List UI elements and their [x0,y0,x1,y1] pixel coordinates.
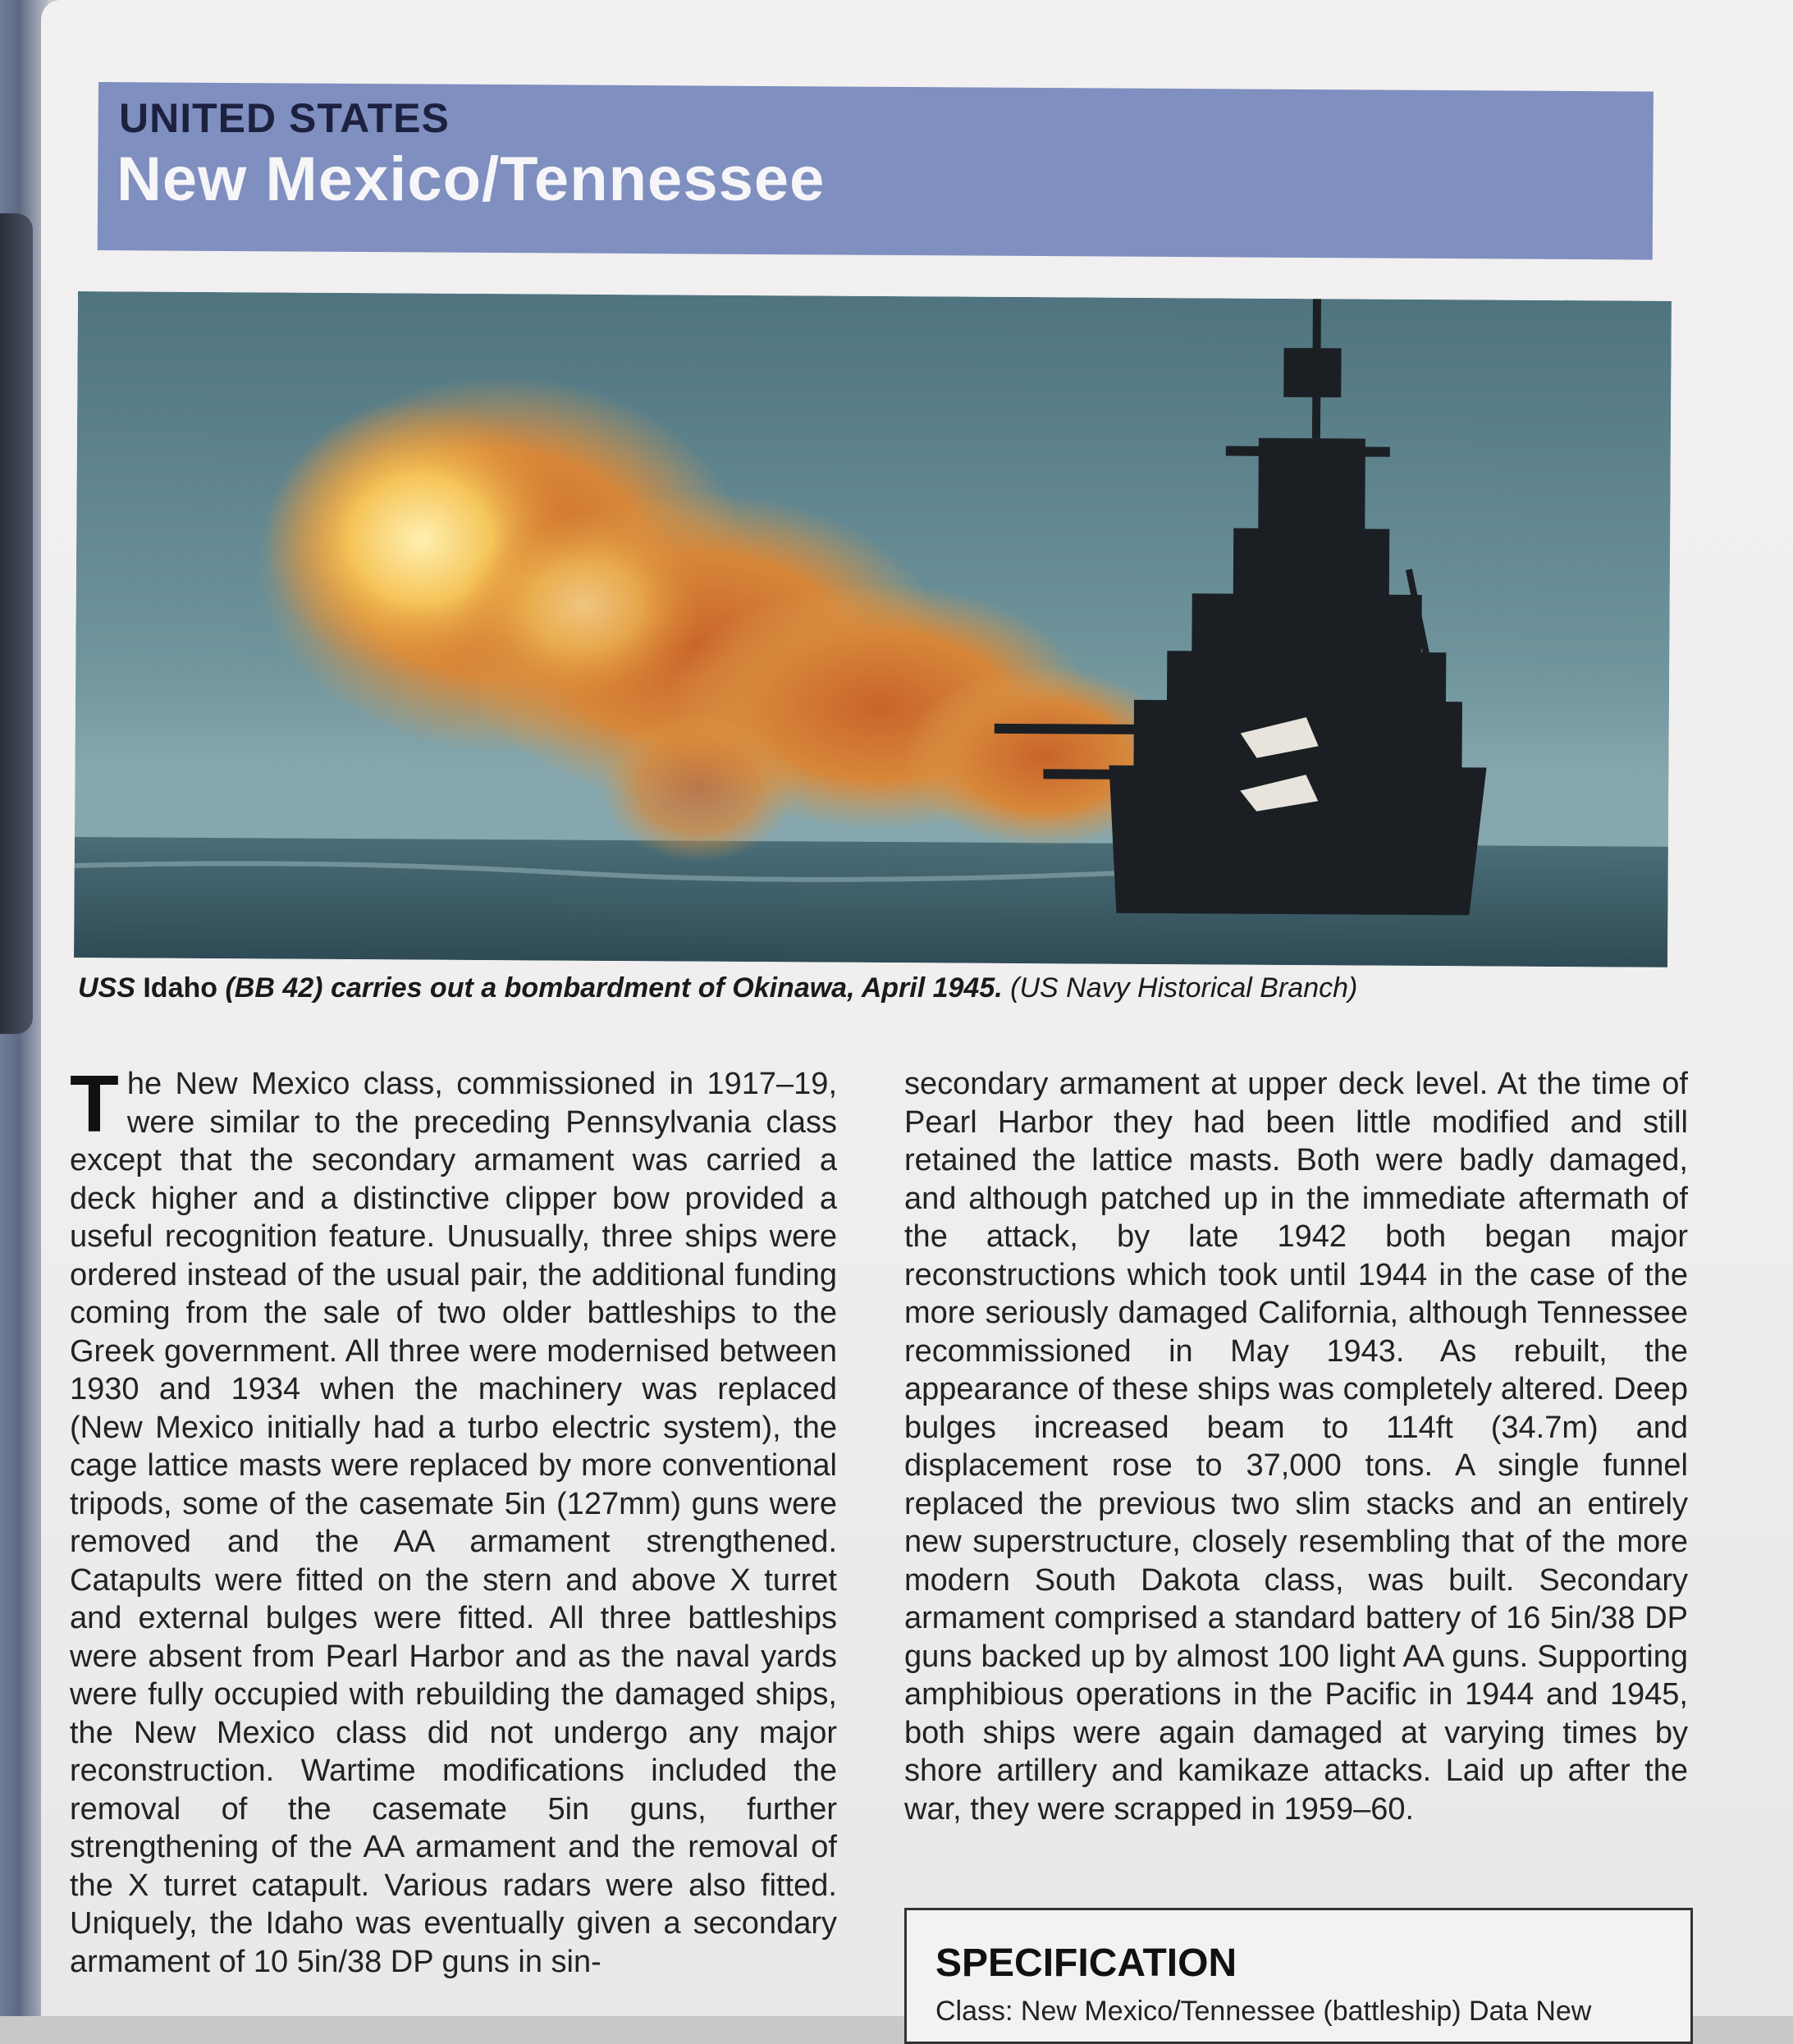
caption-description: (BB 42) carries out a bombardment of Okinawa, April 1945. [217,972,1003,1004]
body-text-right: secondary armament at upper deck level. At the time of Pearl Harbor they had been little modified and still retained the lattice masts. Both were badly damaged, and although patched up in the immediate aftermath of the attack, by late 1942 both began major reconstructions which took until 1944 in the case of the more seriously damaged California, although Tennessee recommissioned in May 1943. As rebuilt, the appearance of these ships was completely altered. Deep bulges increased beam to 114ft (34.7m) and displacement rose to 37,000 tons. A single funnel replaced the previous two slim stacks and an entirely new superstructure, closely resembling that of the more modern South Dakota class, was built. Secondary armament comprised a standard battery of 16 5in/38 DP guns backed up by almost 100 light AA guns. Supporting amphibious operations in the Pacific in 1944 and 1945, both ships were again damaged at varying times by shore artillery and kamikaze attacks. Laid up after the war, they were scrapped in 1959–60. [904,1067,1688,1827]
photo-caption [78,972,1686,1004]
specification-first-line: Class: New Mexico/Tennessee (battleship) Data New [935,1996,1592,2027]
body-column-left [70,1059,837,1981]
page-title: New Mexico/Tennessee [117,144,826,214]
body-text-left: he New Mexico class, commissioned in 1917–19, were similar to the preceding Pennsylvania class except that the secondary armament was carried a deck higher and a distinctive clipper bow provided a useful recognition feature. Unusually, three ships were ordered instead of the usual pair, the additional funding coming from the sale of two older battleships to the Greek government. All three were modernised between 1930 and 1934 when the machinery was replaced (New Mexico initially had a turbo electric system), the cage lattice masts were replaced by more conventional tripods, some of the casemate 5in (127mm) guns were removed and the AA armament strengthened. Catapults were fitted on the stern and above X turret and external bulges were fitted. All three battleships were absent from Pearl Harbor and as the naval yards were fully occupied with rebuilding the damaged ships, the New Mexico class did not undergo any major reconstruction. Wartime modifications included the removal of the casemate 5in guns, further strengthening of the AA armament and the removal of the X turret catapult. Various radars were also fitted. Uniquely, the Idaho was eventually given a secondary armament of 10 5in/38 DP guns in sin- [70,1067,837,1979]
drop-cap: T [70,1059,119,1149]
caption-prefix: USS [78,972,144,1004]
body-column-right [904,1065,1688,1828]
country-label: UNITED STATES [119,95,450,141]
specification-title: SPECIFICATION [935,1941,1237,1985]
battleship-photo [74,291,1672,967]
caption-credit: (US Navy Historical Branch) [1002,972,1358,1004]
previous-page-image-edge [0,213,33,1034]
caption-ship-name: Idaho [143,972,218,1004]
